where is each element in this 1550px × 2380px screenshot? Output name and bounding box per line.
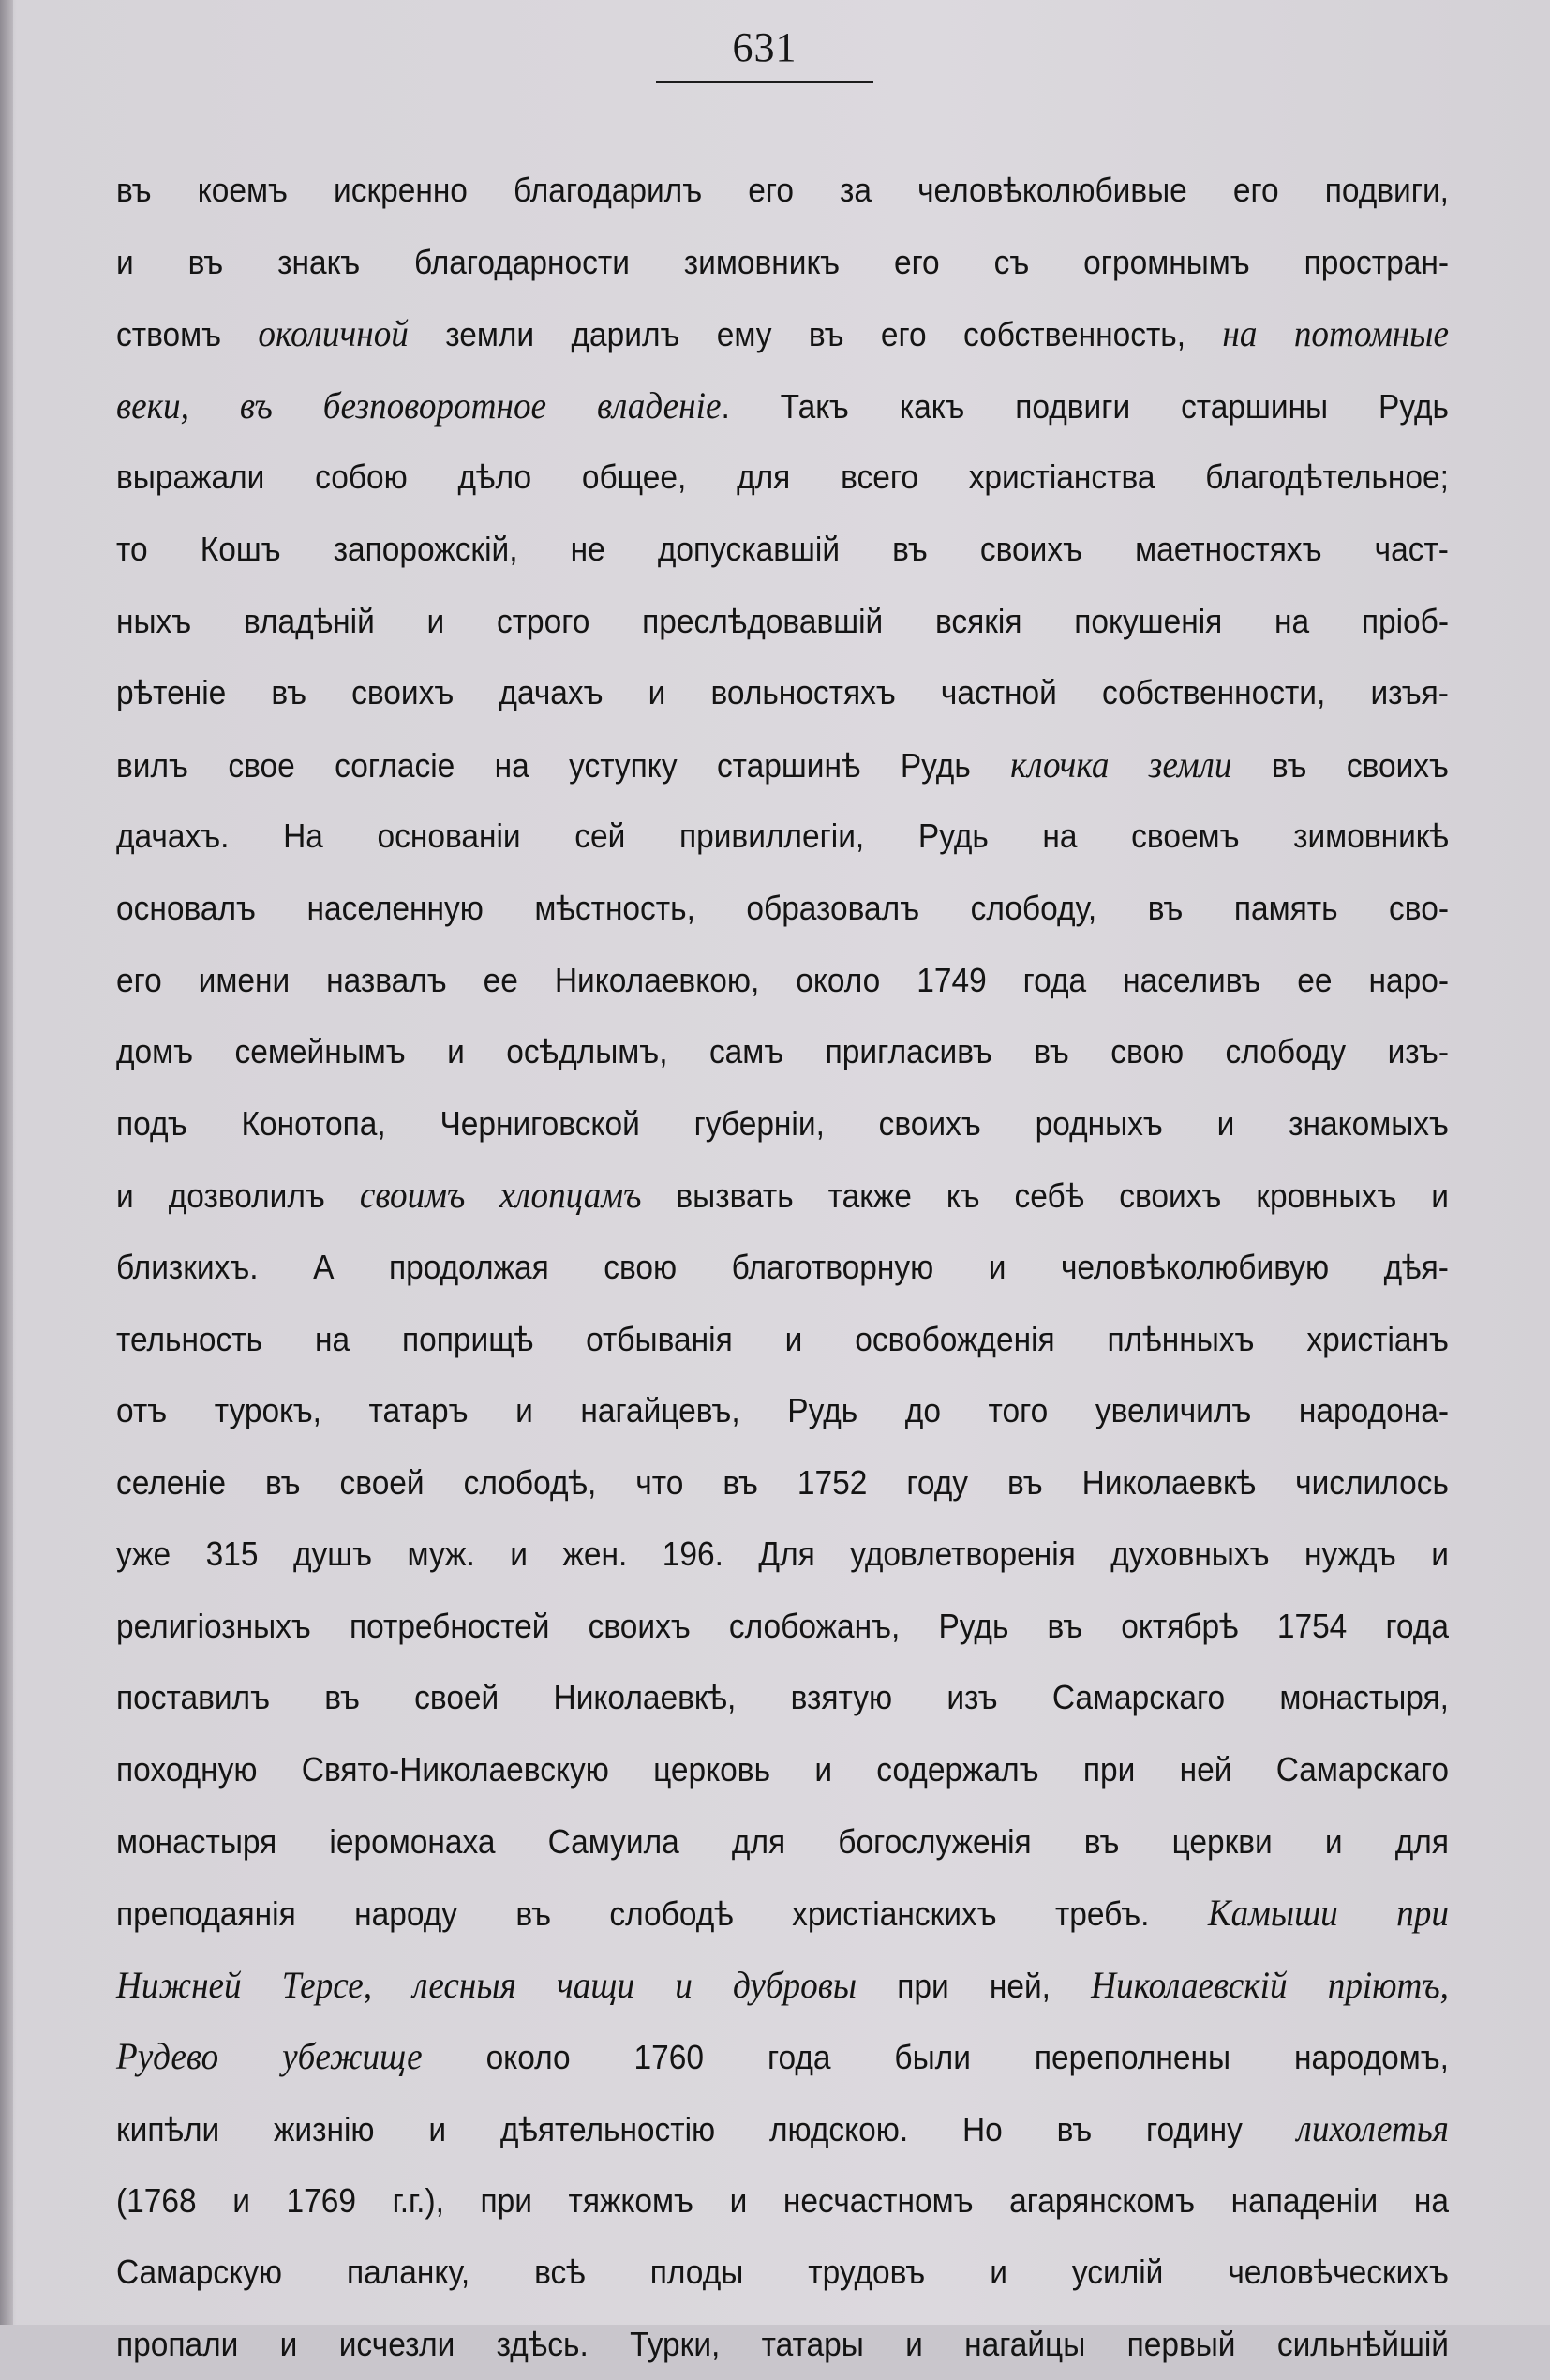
page-number: 631 bbox=[732, 24, 797, 70]
text-segment: основалъ населенную мѣстность, образовалъ слободу, въ память сво- bbox=[116, 888, 1449, 927]
text-segment: въ своихъ bbox=[1231, 745, 1449, 785]
text-line bbox=[116, 657, 1449, 729]
text-line bbox=[116, 1232, 1449, 1304]
text-segment: рѣтеніе въ своихъ дачахъ и вольностяхъ частной собственности, изъя- bbox=[116, 673, 1449, 712]
text-line bbox=[116, 514, 1449, 586]
italic-text-segment: Николаевскій пріютъ, bbox=[1091, 1963, 1449, 2006]
text-segment: близкихъ. А продолжая свою благотворную и человѣколюбивую дѣя- bbox=[116, 1247, 1449, 1286]
text-segment: около 1760 года были переполнены народомъ, bbox=[422, 2038, 1449, 2077]
text-segment: монастыря іеромонаха Самуила для богослуженія въ церкви и для bbox=[116, 1821, 1449, 1861]
text-line bbox=[116, 1519, 1449, 1591]
text-line bbox=[116, 298, 1449, 370]
text-line bbox=[116, 1447, 1449, 1519]
text-segment: подъ Конотопа, Черниговской губерніи, своихъ родныхъ и знакомыхъ bbox=[116, 1103, 1449, 1143]
text-line bbox=[116, 1878, 1449, 1950]
text-line bbox=[116, 1806, 1449, 1879]
text-line bbox=[116, 873, 1449, 945]
text-line bbox=[116, 1375, 1449, 1447]
text-line bbox=[116, 1591, 1449, 1663]
text-line bbox=[116, 1016, 1449, 1088]
text-line bbox=[116, 227, 1449, 299]
page-number-rule bbox=[656, 81, 873, 83]
text-segment: . Такъ какъ подвиги старшины Рудь bbox=[721, 386, 1449, 426]
text-line bbox=[116, 1950, 1449, 2022]
text-segment: походную Свято-Николаевскую церковь и содержалъ при ней Самарскаго bbox=[116, 1750, 1449, 1789]
text-line bbox=[116, 1662, 1449, 1734]
text-line bbox=[116, 2021, 1449, 2093]
text-line bbox=[116, 155, 1449, 227]
text-segment: кипѣли жизнію и дѣятельностію людскою. Но въ годину bbox=[116, 2110, 1297, 2149]
text-segment: тельность на поприщѣ отбыванія и освобожденія плѣнныхъ христіанъ bbox=[116, 1319, 1449, 1358]
text-segment: и дозволилъ bbox=[116, 1176, 360, 1216]
text-segment: и въ знакъ благодарности зимовникъ его съ огромнымъ простран- bbox=[116, 242, 1449, 281]
text-segment: домъ семейнымъ и осѣдлымъ, самъ пригласивъ въ свою слободу изъ- bbox=[116, 1032, 1449, 1071]
text-segment: религіозныхъ потребностей своихъ слобожанъ, Рудь въ октябрѣ 1754 года bbox=[116, 1606, 1449, 1645]
italic-text-segment: Нижней Терсе, лесныя чащи и дубровы bbox=[116, 1963, 857, 2006]
italic-text-segment: на потомные bbox=[1222, 312, 1449, 355]
text-segment: его имени назвалъ ее Николаевкою, около 1749 года населивъ ее наро- bbox=[116, 960, 1449, 999]
text-segment: вилъ свое согласіе на уступку старшинѣ Рудь bbox=[116, 745, 1011, 785]
text-line bbox=[116, 1734, 1449, 1806]
text-line bbox=[116, 442, 1449, 514]
italic-text-segment: веки, въ безповоротное владенiе bbox=[116, 383, 722, 427]
text-line bbox=[116, 945, 1449, 1017]
text-line bbox=[116, 2093, 1449, 2165]
italic-text-segment: Рудево убежище bbox=[116, 2035, 423, 2078]
text-segment: преподаянія народу въ слободѣ христіанскихъ требъ. bbox=[116, 1894, 1208, 1934]
text-segment: въ коемъ искренно благодарилъ его за человѣколюбивые его подвиги, bbox=[116, 171, 1449, 209]
text-line bbox=[116, 1160, 1449, 1232]
text-segment: вызвать также къ себѣ своихъ кровныхъ и bbox=[641, 1176, 1449, 1216]
text-line bbox=[116, 1304, 1449, 1376]
text-segment: земли дарилъ ему въ его собственность, bbox=[408, 315, 1223, 354]
text-segment: то Кошъ запорожскій, не допускавшій въ своихъ маетностяхъ част- bbox=[116, 529, 1449, 568]
text-segment: пропали и исчезли здѣсь. Турки, татары и нагайцы первый сильнѣйшій bbox=[116, 2324, 1449, 2363]
text-line bbox=[116, 729, 1449, 801]
italic-text-segment: своимъ хлопцамъ bbox=[359, 1174, 642, 1217]
text-segment: выражали собою дѣло общее, для всего христіанства благодѣтельное; bbox=[116, 457, 1449, 497]
text-segment: поставилъ въ своей Николаевкѣ, взятую изъ Самарскаго монастыря, bbox=[116, 1678, 1449, 1717]
text-segment: ствомъ bbox=[116, 315, 259, 354]
text-segment: при ней, bbox=[857, 1966, 1092, 2005]
text-line bbox=[116, 2165, 1449, 2238]
body-text bbox=[116, 155, 1449, 2380]
text-line bbox=[116, 801, 1449, 873]
page-binding-edge bbox=[0, 0, 13, 2325]
text-segment: Самарскую паланку, всѣ плоды трудовъ и усилій человѣческихъ bbox=[116, 2253, 1449, 2292]
text-line bbox=[116, 1088, 1449, 1160]
text-segment: дачахъ. На основаніи сей привиллегіи, Рудь на своемъ зимовникѣ bbox=[116, 816, 1449, 856]
text-segment: (1768 и 1769 г.г.), при тяжкомъ и несчастномъ агарянскомъ нападеніи на bbox=[116, 2180, 1449, 2220]
text-line bbox=[116, 2237, 1449, 2309]
text-segment: отъ турокъ, татаръ и нагайцевъ, Рудь до того увеличилъ народона- bbox=[116, 1391, 1449, 1430]
text-line bbox=[116, 2309, 1449, 2380]
italic-text-segment: Камыши при bbox=[1207, 1892, 1449, 1935]
page-header bbox=[656, 22, 873, 83]
text-line bbox=[116, 370, 1449, 442]
text-segment: уже 315 душъ муж. и жен. 196. Для удовлетворенія духовныхъ нуждъ и bbox=[116, 1534, 1449, 1574]
italic-text-segment: околичной bbox=[258, 312, 409, 355]
italic-text-segment: клочка земли bbox=[1010, 742, 1232, 786]
text-segment: селеніе въ своей слободѣ, что въ 1752 году въ Николаевкѣ числилось bbox=[116, 1462, 1449, 1502]
text-segment: ныхъ владѣній и строго преслѣдовавшій всякія покушенія на пріоб- bbox=[116, 601, 1449, 640]
italic-text-segment: лихолетья bbox=[1296, 2107, 1449, 2150]
text-line bbox=[116, 586, 1449, 658]
